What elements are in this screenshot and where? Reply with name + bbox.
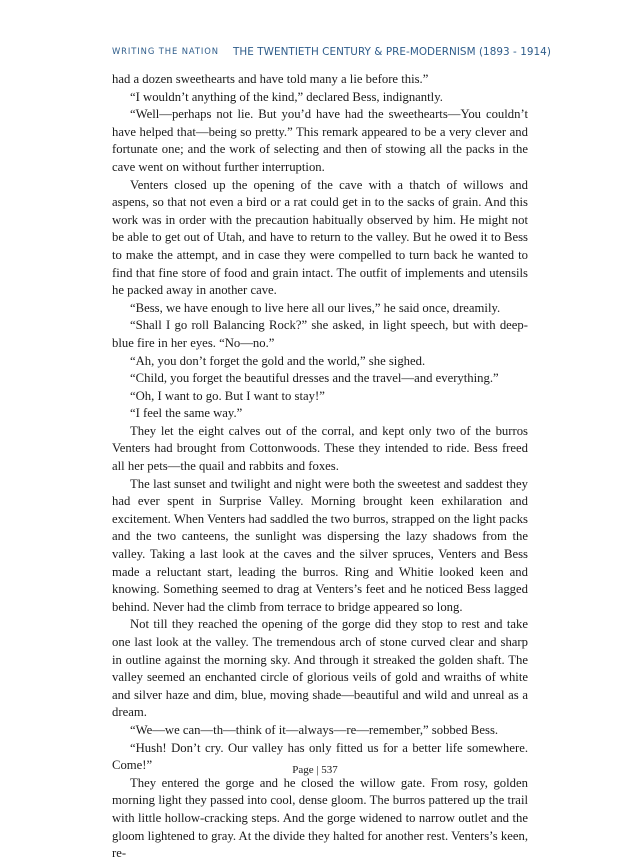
paragraph: “Hush! Don’t cry. Our valley has only fitted us for a better life somewhere. Come!” [112, 740, 528, 773]
page-number: Page | 537 [292, 764, 338, 776]
running-header [112, 40, 551, 59]
paragraph: The last sunset and twilight and night were both the sweetest and saddest they had ever spent in Surprise Valley. Morning brought keen exhilaration and excitement. When Venters had saddled the two burros, strapped on the light packs and the two canteens, the sunlight was dispersing the lazy shadows from the valley. Taking a last look at the caves and the silver spruces, Venters and Bess made a reluctant start, leading the burros. Ring and Whitie looked keen and knowing. Something seemed to drag at Venters’s feet and he noticed Bess lagged behind. Never had the climb from terrace to bridge appeared so long. [112, 476, 528, 614]
paragraph: “Oh, I want to go. But I want to stay!” [130, 388, 325, 403]
paragraph: “We—we can—th—think of it—always—re—remember,” sobbed Bess. [130, 722, 499, 737]
paragraph: Not till they reached the opening of the gorge did they stop to rest and take one last look at the valley. The tremendous arch of stone curved clear and sharp in outline against the morning sky. And through it streaked the golden shaft. The valley seemed an enchanted circle of glorious veils of gold and wraiths of white and silver haze and dim, blue, moving shade—beautiful and wild and unreal as a dream. [112, 617, 528, 720]
paragraph: “Well—perhaps not lie. But you’d have had the sweethearts—You couldn’t have helped that—being so pretty.” This remark appeared to be a very clever and fortunate one; and the work of selecting and then of stowing all the packs in the cave went on without further interruption. [112, 107, 528, 174]
paragraph: They entered the gorge and he closed the willow gate. From rosy, golden morning light they passed into cool, dense gloom. The burros pattered up the trail with little hollow-cracking steps. And the gorge widened to narrow outlet and the gloom lightened to gray. At the divide they halted for another rest. Venters’s keen, re- [112, 775, 528, 861]
header-section-title: WRITING THE NATION [112, 46, 219, 56]
paragraph: Venters closed up the opening of the cave with a thatch of willows and aspens, so that not even a bird or a rat could get in to the sacks of grain. And this work was in order with the precaution habitually observed by him. He might not be able to get out of Utah, and have to return to the valley. But he owed it to Bess to make the attempt, and in case they were compelled to turn back he wanted to find that fine store of food and grain intact. The outfit of implements and utensils he packed away in another cave. [112, 177, 528, 298]
paragraph: had a dozen sweethearts and have told many a lie before this.” [112, 72, 429, 86]
paragraph: “Ah, you don’t forget the gold and the world,” she sighed. [130, 353, 426, 368]
paragraph: “Shall I go roll Balancing Rock?” she asked, in light speech, but with deep-blue fire in her eyes. “No—no.” [112, 318, 528, 350]
paragraph: “Child, you forget the beautiful dresses and the travel—and everything.” [130, 371, 499, 386]
paragraph: “I feel the same way.” [130, 406, 243, 421]
paragraph: “Bess, we have enough to live here all our lives,” he said once, dreamily. [130, 300, 501, 315]
body-text [112, 71, 528, 863]
header-chapter-title: THE TWENTIETH CENTURY & PRE-MODERNISM (1893 - 1914) [233, 46, 551, 58]
paragraph: They let the eight calves out of the corral, and kept only two of the burros Venters had brought from Cottonwoods. These they intended to ride. Bess freed all her pets—the quail and rabbits and foxes. [112, 423, 528, 474]
paragraph: “I wouldn’t anything of the kind,” declared Bess, indignantly. [130, 89, 443, 104]
